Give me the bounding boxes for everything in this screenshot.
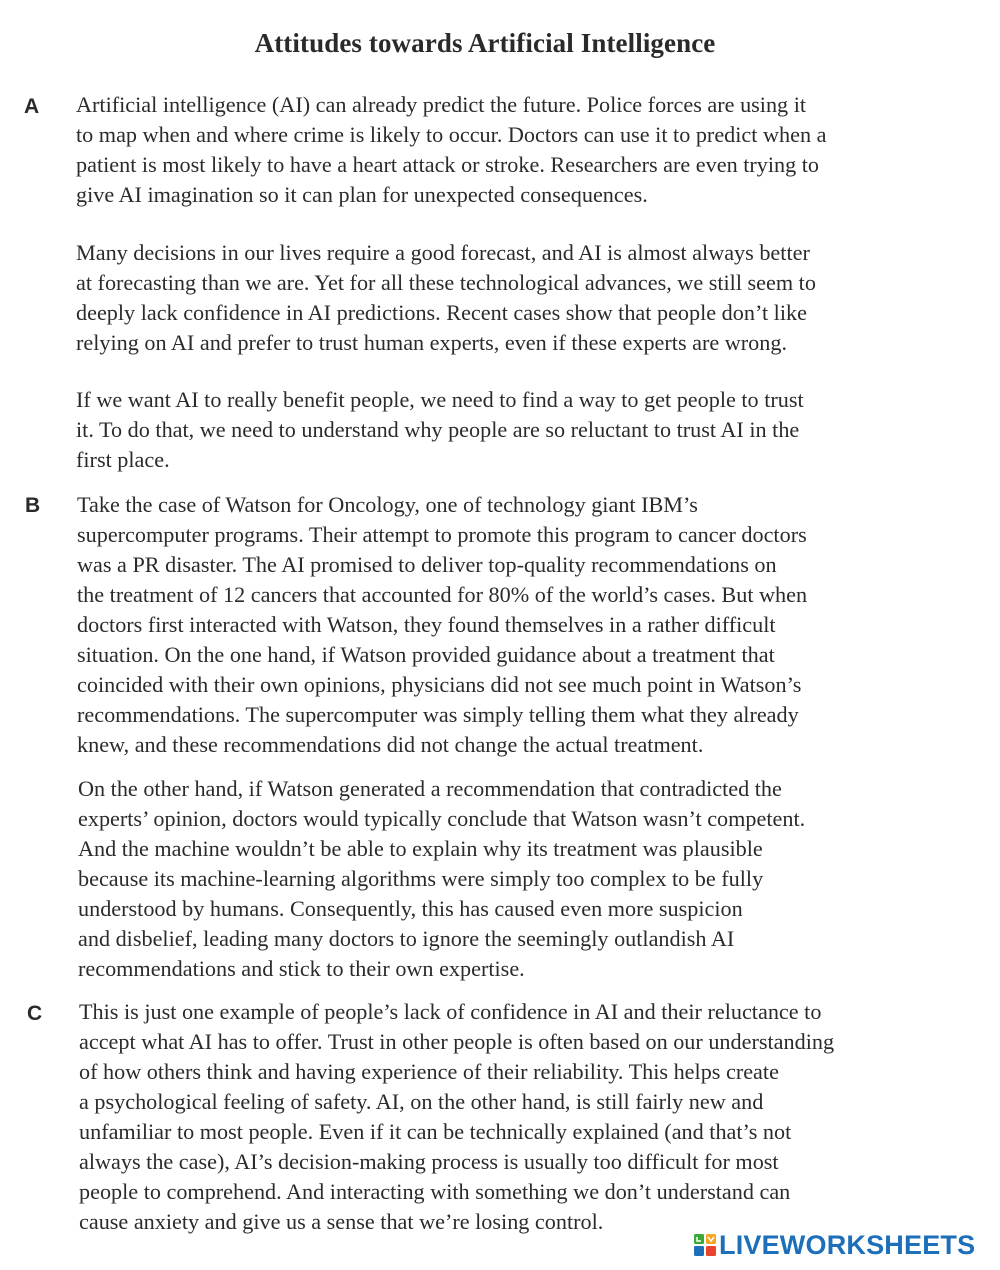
section-a-paragraph-2	[76, 238, 976, 358]
text-line: and disbelief, leading many doctors to ignore the seemingly outlandish AI	[78, 926, 735, 951]
section-b-paragraph-1	[77, 490, 977, 760]
text-line: unfamiliar to most people. Even if it can be technically explained (and that’s not	[79, 1119, 792, 1144]
text-line: This is just one example of people’s lack of confidence in AI and their reluctance to	[79, 999, 822, 1024]
text-line: to map when and where crime is likely to occur. Doctors can use it to predict when a	[76, 122, 827, 147]
section-letter-c: C	[27, 1002, 43, 1025]
text-line: coincided with their own opinions, physicians did not see much point in Watson’s	[77, 672, 802, 697]
text-line: people to comprehend. And interacting with something we don’t understand can	[79, 1179, 791, 1204]
text-line: experts’ opinion, doctors would typically conclude that Watson wasn’t competent.	[78, 806, 806, 831]
liveworksheets-watermark	[694, 1228, 975, 1262]
text-line: On the other hand, if Watson generated a recommendation that contradicted the	[78, 776, 782, 801]
text-line: always the case), AI’s decision-making process is usually too difficult for most	[79, 1149, 779, 1174]
section-a-paragraph-3	[76, 385, 976, 475]
text-line: Take the case of Watson for Oncology, one of technology giant IBM’s	[77, 492, 698, 517]
text-line: patient is most likely to have a heart attack or stroke. Researchers are even trying to	[76, 152, 820, 177]
section-letter-a: A	[24, 95, 40, 118]
text-line: situation. On the one hand, if Watson provided guidance about a treatment that	[77, 642, 775, 667]
text-line: recommendations. The supercomputer was simply telling them what they already	[77, 702, 799, 727]
page-title: Attitudes towards Artificial Intelligence	[254, 28, 716, 58]
text-line: recommendations and stick to their own expertise.	[78, 956, 525, 981]
text-line: If we want AI to really benefit people, we need to find a way to get people to trust	[76, 387, 804, 412]
section-b-paragraph-2	[78, 774, 978, 984]
text-line: of how others think and having experience of their reliability. This helps create	[79, 1059, 779, 1084]
text-line: it. To do that, we need to understand why people are so reluctant to trust AI in the	[76, 417, 800, 442]
text-line: supercomputer programs. Their attempt to promote this program to cancer doctors	[77, 522, 807, 547]
text-line: first place.	[76, 447, 170, 472]
section-a-paragraph-1	[76, 90, 976, 210]
text-line: understood by humans. Consequently, this has caused even more suspicion	[78, 896, 743, 921]
text-line: Artificial intelligence (AI) can already predict the future. Police forces are using it	[76, 92, 807, 117]
text-line: Many decisions in our lives require a good forecast, and AI is almost always better	[76, 240, 810, 265]
text-line: accept what AI has to offer. Trust in other people is often based on our understanding	[79, 1029, 835, 1054]
text-line: at forecasting than we are. Yet for all these technological advances, we still seem to	[76, 270, 816, 295]
section-letter-b: B	[25, 494, 41, 517]
text-line: relying on AI and prefer to trust human experts, even if these experts are wrong.	[76, 330, 787, 355]
text-line: deeply lack confidence in AI predictions. Recent cases show that people don’t like	[76, 300, 807, 325]
text-line: And the machine wouldn’t be able to explain why its treatment was plausible	[78, 836, 763, 861]
text-line: a psychological feeling of safety. AI, on the other hand, is still fairly new and	[79, 1089, 764, 1114]
text-line: knew, and these recommendations did not change the actual treatment.	[77, 732, 704, 757]
text-line: was a PR disaster. The AI promised to deliver top-quality recommendations on	[77, 552, 777, 577]
text-line: give AI imagination so it can plan for unexpected consequences.	[76, 182, 648, 207]
section-c-paragraph-1	[79, 997, 989, 1237]
text-line: the treatment of 12 cancers that accounted for 80% of the world’s cases. But when	[77, 582, 808, 607]
text-line: because its machine-learning algorithms were simply too complex to be fully	[78, 866, 764, 891]
text-line: cause anxiety and give us a sense that we’re losing control.	[79, 1209, 604, 1234]
watermark-text: LIVEWORKSHEETS	[719, 1230, 976, 1260]
liveworksheets-logo-icon	[694, 1234, 716, 1256]
text-line: doctors first interacted with Watson, they found themselves in a rather difficult	[77, 612, 776, 637]
